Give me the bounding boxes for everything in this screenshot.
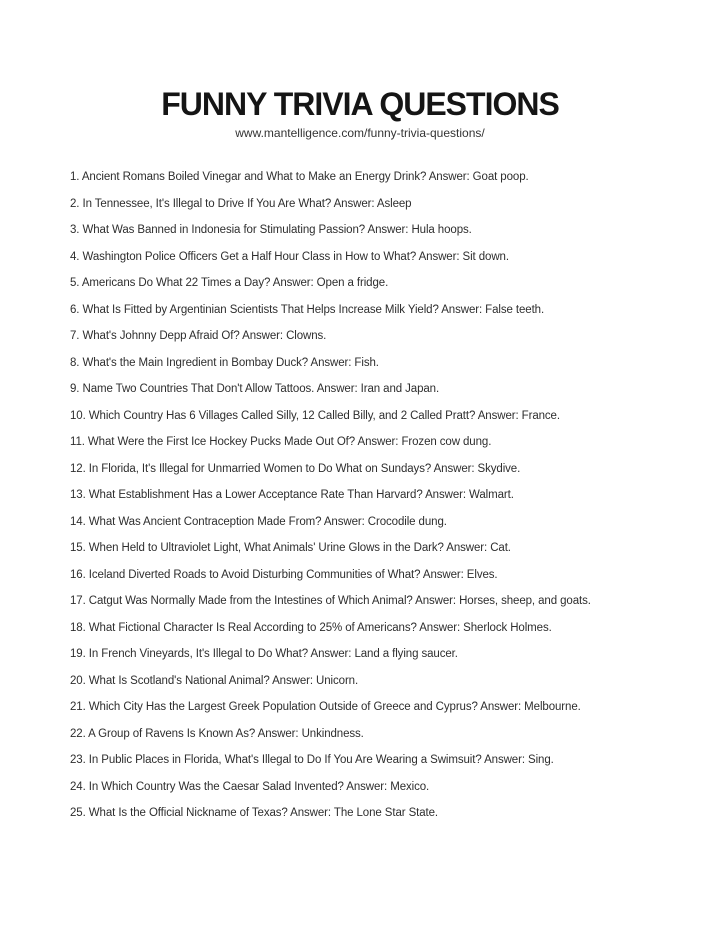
trivia-question-list [0,164,720,827]
trivia-question-line: 17. Catgut Was Normally Made from the Intestines of Which Animal? Answer: Horses, sheep, and goats. [70,595,591,607]
trivia-question-line: 3. What Was Banned in Indonesia for Stimulating Passion? Answer: Hula hoops. [70,224,472,236]
trivia-question-line: 4. Washington Police Officers Get a Half Hour Class in How to What? Answer: Sit down. [70,250,509,263]
page-title: FUNNY TRIVIA QUESTIONS [161,86,559,122]
trivia-question-line: 8. What's the Main Ingredient in Bombay Duck? Answer: Fish. [70,356,379,369]
trivia-question-line: 9. Name Two Countries That Don't Allow Tattoos. Answer: Iran and Japan. [70,383,440,395]
trivia-question-line: 20. What Is Scotland's National Animal? Answer: Unicorn. [70,674,359,687]
trivia-question-line: 12. In Florida, It's Illegal for Unmarried Women to Do What on Sundays? Answer: Skydive. [70,462,521,475]
trivia-question-line: 2. In Tennessee, It's Illegal to Drive If You Are What? Answer: Asleep [70,197,412,210]
trivia-question-line: 11. What Were the First Ice Hockey Pucks Made Out Of? Answer: Frozen cow dung. [70,436,492,448]
trivia-question-line: 23. In Public Places in Florida, What's Illegal to Do If You Are Wearing a Swimsuit? Answer: Sing. [70,754,554,766]
trivia-question-line: 18. What Fictional Character Is Real According to 25% of Americans? Answer: Sherlock Holmes. [70,621,552,634]
trivia-question-line: 14. What Was Ancient Contraception Made From? Answer: Crocodile dung. [70,515,447,528]
trivia-question-line: 5. Americans Do What 22 Times a Day? Answer: Open a fridge. [70,277,389,289]
trivia-question-line: 7. What's Johnny Depp Afraid Of? Answer: Clowns. [70,330,327,342]
trivia-question-line: 1. Ancient Romans Boiled Vinegar and What to Make an Energy Drink? Answer: Goat poop. [70,171,529,183]
trivia-question-line: 16. Iceland Diverted Roads to Avoid Disturbing Communities of What? Answer: Elves. [70,568,498,581]
trivia-question-line: 24. In Which Country Was the Caesar Salad Invented? Answer: Mexico. [70,780,430,793]
trivia-question-line: 22. A Group of Ravens Is Known As? Answer: Unkindness. [70,727,364,740]
document-header [0,86,720,140]
trivia-question-line: 25. What Is the Official Nickname of Texas? Answer: The Lone Star State. [70,807,439,819]
trivia-question-line: 21. Which City Has the Largest Greek Population Outside of Greece and Cyprus? Answer: Melbourne. [70,701,581,713]
trivia-question-line: 6. What Is Fitted by Argentinian Scientists That Helps Increase Milk Yield? Answer: False teeth. [70,303,545,316]
trivia-question-line: 10. Which Country Has 6 Villages Called Silly, 12 Called Billy, and 2 Called Pratt? Answer: France. [70,409,560,422]
trivia-question-line: 15. When Held to Ultraviolet Light, What Animals' Urine Glows in the Dark? Answer: Cat. [70,542,511,554]
trivia-question-line: 19. In French Vineyards, It's Illegal to Do What? Answer: Land a flying saucer. [70,648,458,660]
trivia-question-line: 13. What Establishment Has a Lower Acceptance Rate Than Harvard? Answer: Walmart. [70,489,514,501]
source-url: www.mantelligence.com/funny-trivia-questions/ [235,126,485,140]
